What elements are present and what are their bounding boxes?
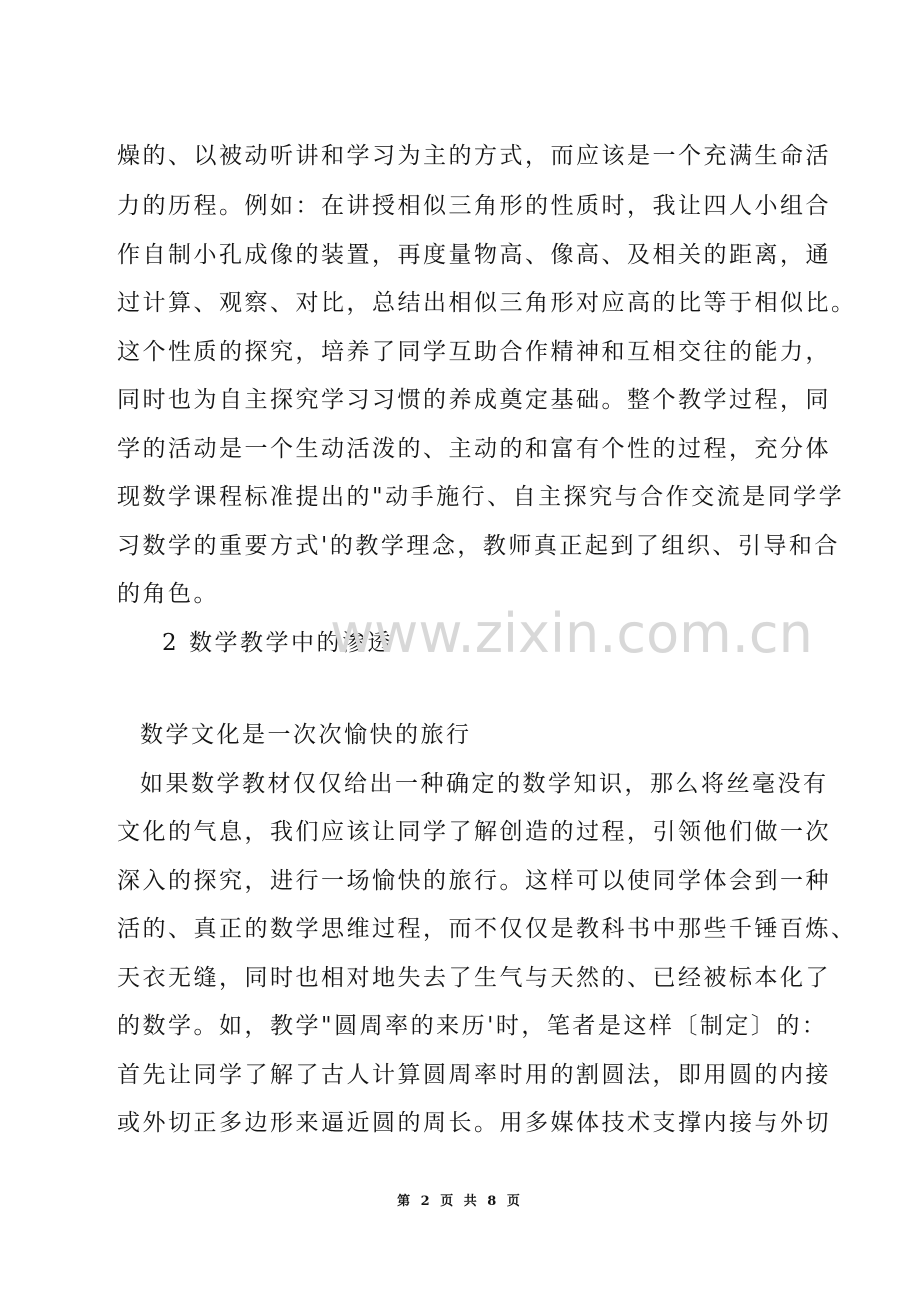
text-line: 如果数学教材仅仅给出一种确定的数学知识，那么将丝毫没有	[140, 771, 829, 797]
text-line: 过计算、观察、对比，总结出相似三角形对应高的比等于相似比。	[117, 290, 857, 316]
text-line: 活的、真正的数学思维过程，而不仅仅是教科书中那些千锤百炼、	[117, 916, 857, 942]
text-line: 力的历程。例如：在讲授相似三角形的性质时，我让四人小组合	[117, 193, 831, 219]
page-footer: 第 2 页 共 8 页	[397, 1194, 523, 1209]
text-line: 的角色。	[117, 581, 219, 607]
text-line: 这个性质的探究，培养了同学互助合作精神和互相交往的能力，	[117, 339, 831, 365]
text-line: 习数学的重要方式'的教学理念，教师真正起到了组织、引导和合	[117, 533, 840, 559]
text-line: 作自制小孔成像的装置，再度量物高、像高、及相关的距离，通	[117, 242, 831, 268]
text-line: 深入的探究，进行一场愉快的旅行。这样可以使同学体会到一种	[117, 868, 831, 894]
text-line: 同时也为自主探究学习习惯的养成奠定基础。整个教学过程，同	[117, 387, 831, 413]
text-line: 天衣无缝，同时也相对地失去了生气与天然的、已经被标本化了	[117, 965, 831, 991]
text-line: 现数学课程标准提出的"动手施行、自主探究与合作交流是同学学	[117, 484, 845, 510]
watermark: www.zixin.com.cn	[330, 602, 813, 665]
subsection-heading: 数学文化是一次次愉快的旅行	[140, 722, 472, 748]
text-line: 燥的、以被动听讲和学习为主的方式，而应该是一个充满生命活	[117, 143, 831, 169]
text-line: 的数学。如，教学"圆周率的来历'时，笔者是这样〔制定〕的：	[117, 1013, 828, 1039]
text-line: 首先让同学了解了古人计算圆周率时用的割圆法，即用圆的内接	[117, 1062, 831, 1088]
text-line: 文化的气息，我们应该让同学了解创造的过程，引领他们做一次	[117, 819, 831, 845]
text-line: 或外切正多边形来逼近圆的周长。用多媒体技术支撑内接与外切	[117, 1110, 831, 1136]
text-line: 学的活动是一个生动活泼的、主动的和富有个性的过程，充分体	[117, 436, 831, 462]
section-heading: 2 数学教学中的渗透	[162, 630, 393, 656]
